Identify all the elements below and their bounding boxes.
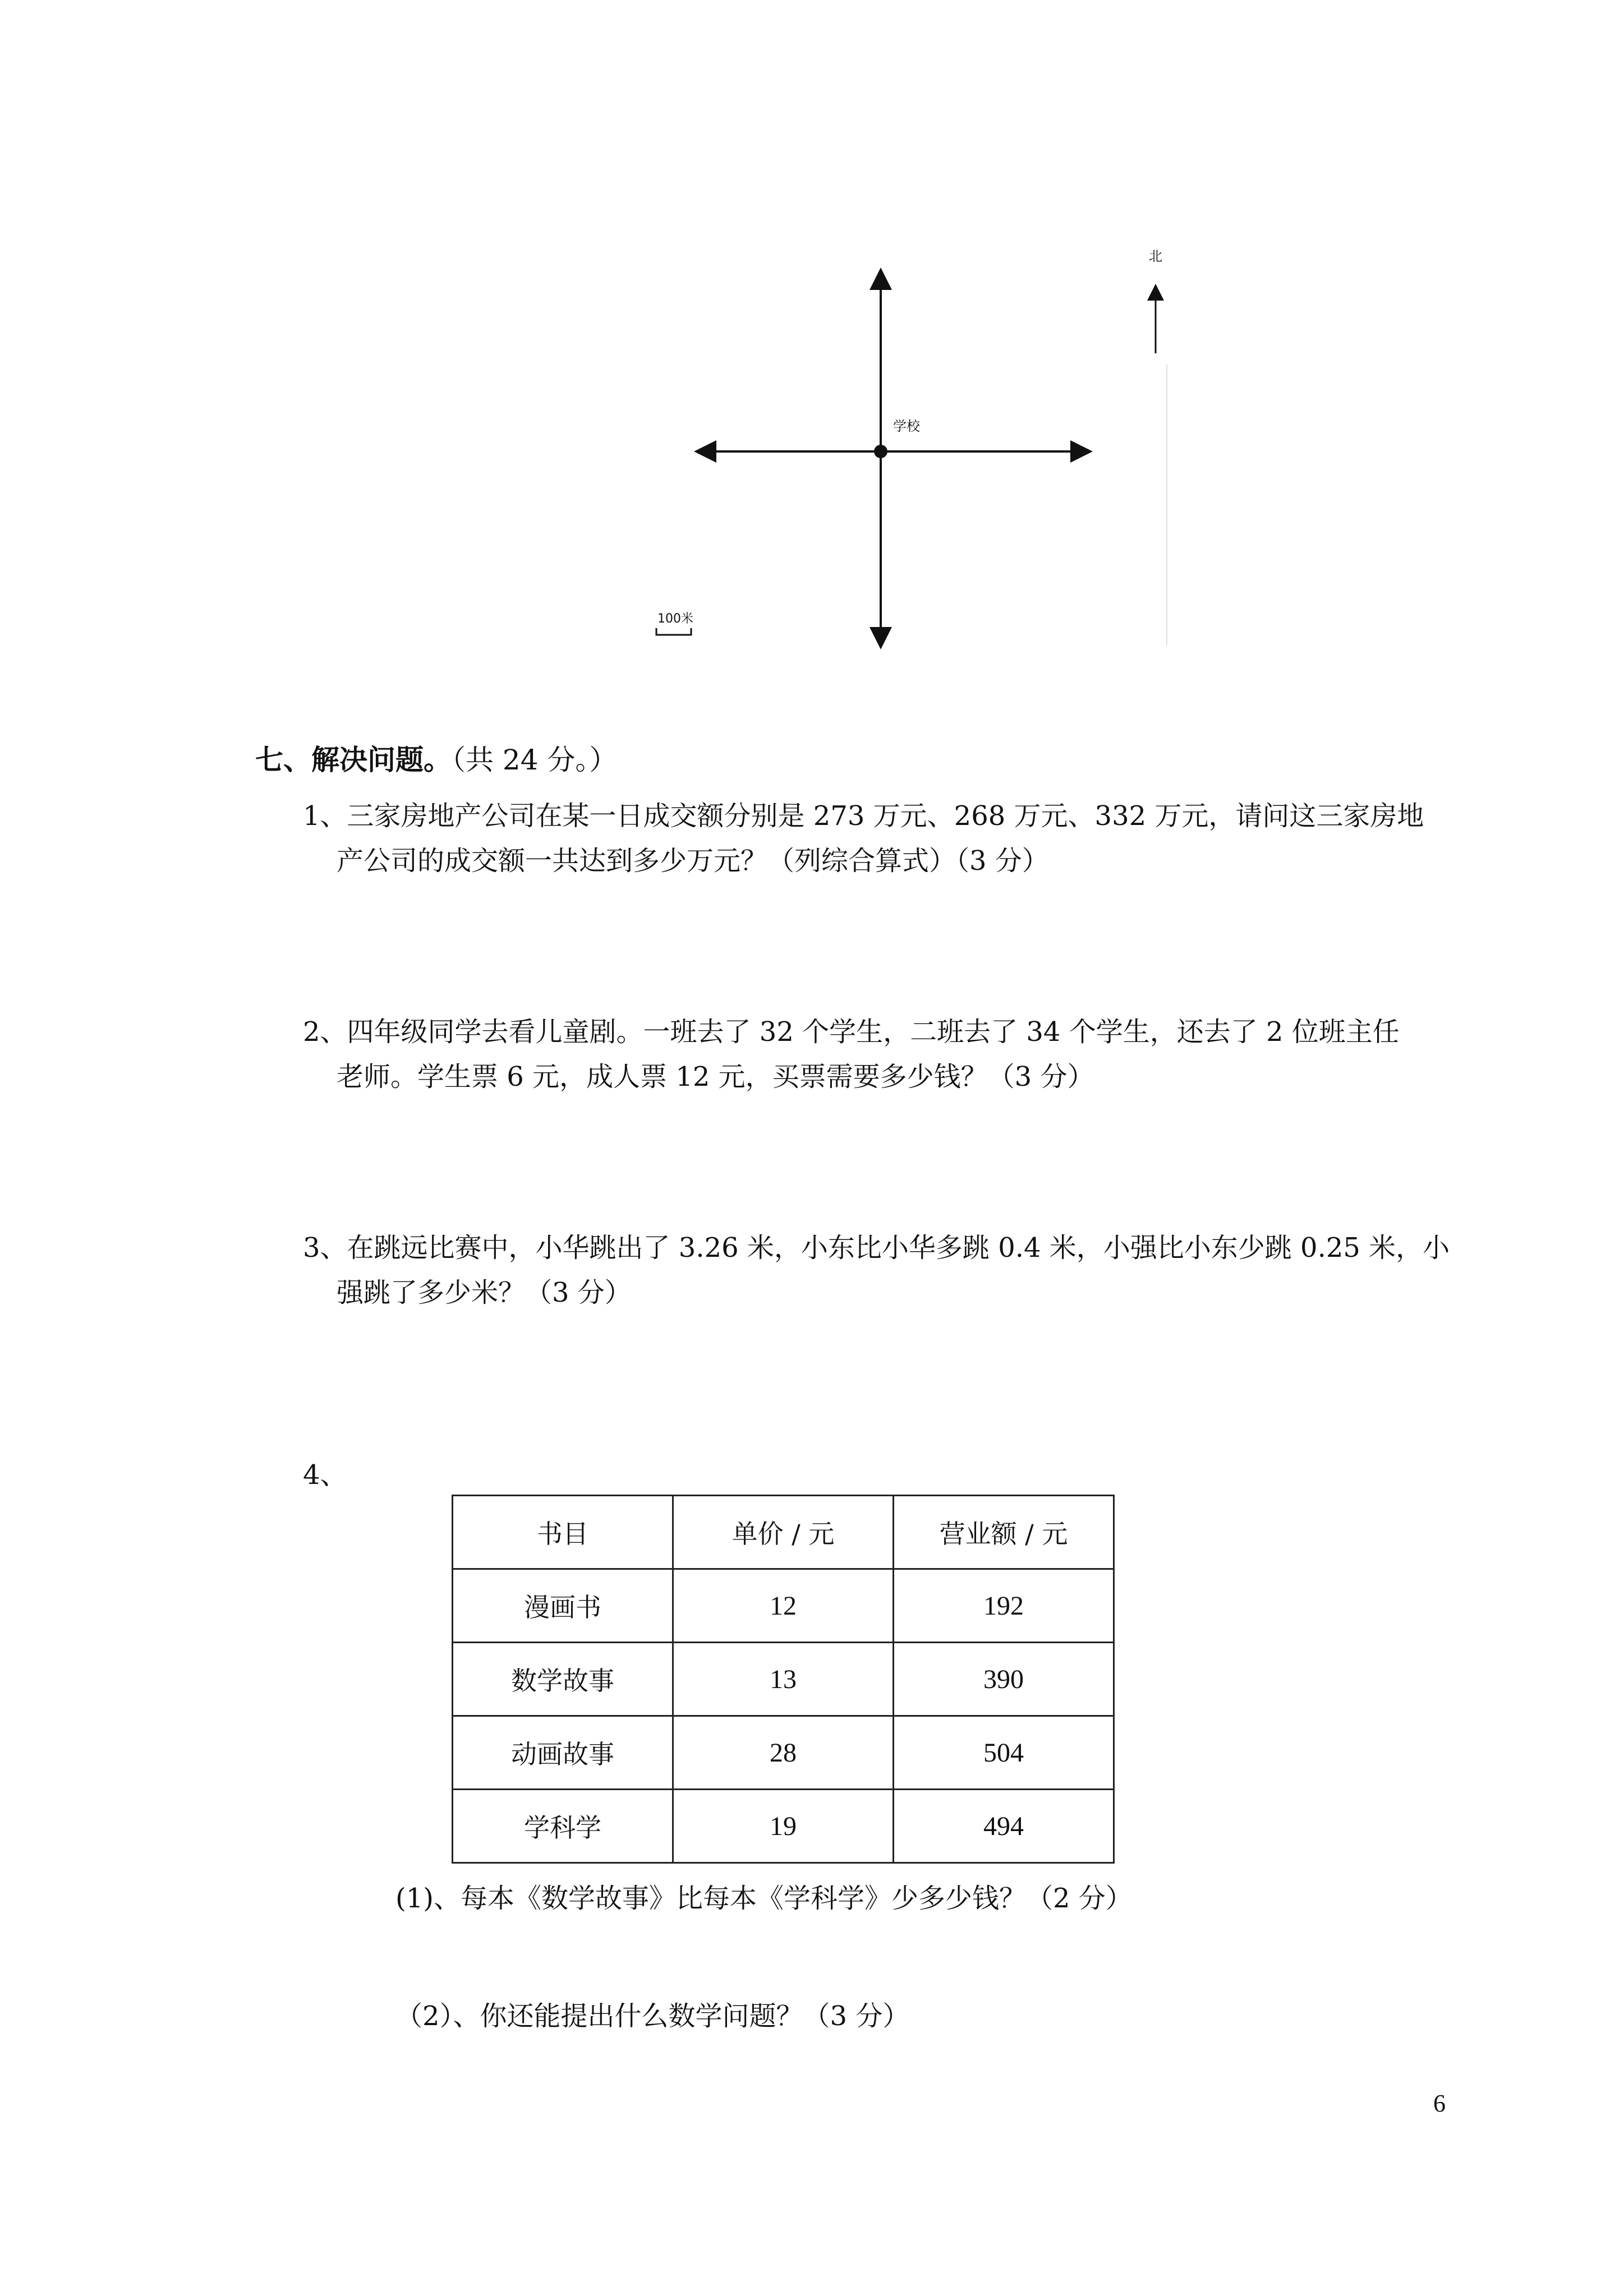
scale-label: 100米: [657, 612, 693, 626]
table-cell-price: 28: [673, 1716, 894, 1790]
table-row: [453, 1643, 1114, 1716]
school-map-diagram: [645, 236, 1234, 673]
school-point: [874, 445, 887, 458]
table-cell-revenue: 494: [894, 1790, 1114, 1863]
table-row: [453, 1716, 1114, 1790]
table-cell-title: 学科学: [453, 1790, 673, 1863]
table-cell-title: 动画故事: [453, 1716, 673, 1790]
question-2-line-2: 老师。学生票 6 元，成人票 12 元，买票需要多少钱？（3 分）: [337, 1061, 1094, 1092]
question-1-line-1: 1、三家房地产公司在某一日成交额分别是 273 万元、268 万元、332 万元，请问这三家房地: [303, 800, 1424, 832]
question-3: [303, 1225, 1450, 1315]
question-1-line-2: 产公司的成交额一共达到多少万元？（列综合算式）（3 分）: [337, 845, 1049, 877]
question-1: [303, 794, 1424, 883]
table-cell-title: 数学故事: [453, 1643, 673, 1716]
question-2: [303, 1009, 1400, 1099]
table-header-cell: 书目: [453, 1496, 673, 1569]
table-cell-revenue: 504: [894, 1716, 1114, 1790]
page-number: 6: [1433, 2090, 1446, 2117]
table-cell-revenue: 192: [894, 1569, 1114, 1643]
north-label: 北: [1149, 248, 1162, 264]
school-label: 学校: [893, 418, 920, 434]
question-4-sub-2: （2）、你还能提出什么数学问题？（3 分）: [395, 2000, 910, 2032]
book-sales-table: [452, 1495, 1115, 1864]
table-cell-price: 12: [673, 1569, 894, 1643]
table-header-cell: 营业额 / 元: [894, 1496, 1114, 1569]
question-3-line-2: 强跳了多少米？（3 分）: [337, 1277, 632, 1308]
section-title-bold: 七、解决问题。: [255, 744, 452, 776]
table-cell-revenue: 390: [894, 1643, 1114, 1716]
scale-bar: [656, 628, 691, 635]
table-cell-price: 13: [673, 1643, 894, 1716]
question-4-sub-1: (1)、每本《数学故事》比每本《学科学》少多少钱？（2 分）: [395, 1883, 1133, 1914]
section-title: [255, 740, 617, 780]
section-title-points: （共 24 分。）: [452, 744, 618, 776]
table-header-cell: 单价 / 元: [673, 1496, 894, 1569]
question-2-line-1: 2、四年级同学去看儿童剧。一班去了 32 个学生，二班去了 34 个学生，还去了 2 位班主任: [303, 1016, 1400, 1048]
table-header-row: [453, 1496, 1114, 1569]
table-row: [453, 1569, 1114, 1643]
question-3-line-1: 3、在跳远比赛中，小华跳出了 3.26 米，小东比小华多跳 0.4 米，小强比小东少跳 0.25 米，小: [303, 1232, 1450, 1264]
table-row: [453, 1790, 1114, 1863]
table-cell-price: 19: [673, 1790, 894, 1863]
table-cell-title: 漫画书: [453, 1569, 673, 1643]
question-4-label: 4、: [303, 1459, 347, 1491]
